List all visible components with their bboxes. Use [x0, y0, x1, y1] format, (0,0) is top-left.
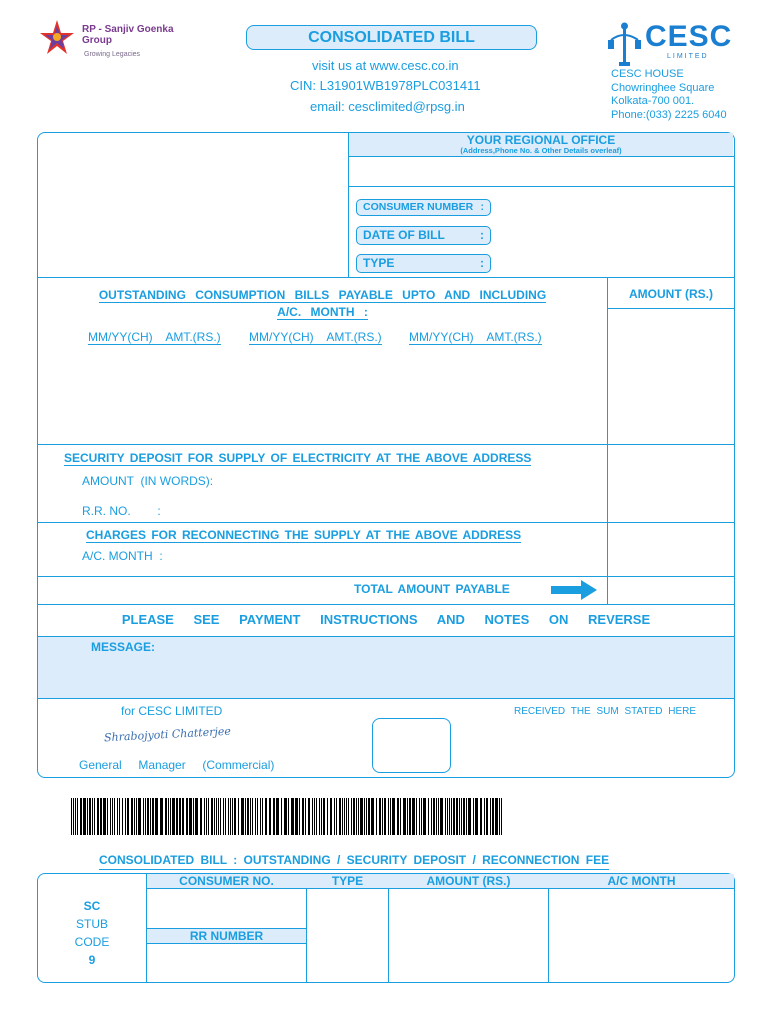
barcode-bar [273, 798, 275, 835]
stub-heading: CONSOLIDATED BILL : OUTSTANDING / SECURITY DEPOSIT / RECONNECTION FEE [99, 853, 609, 870]
divider [608, 308, 734, 309]
signatory-role: General Manager (Commercial) [79, 758, 275, 772]
message-label: MESSAGE: [91, 640, 156, 654]
barcode-bar [87, 798, 88, 835]
divider [38, 604, 734, 605]
barcode-bar [223, 798, 224, 835]
barcode-bar [371, 798, 374, 835]
barcode-bar [83, 798, 86, 835]
barcode-bar [368, 798, 370, 835]
barcode-bar [291, 798, 294, 835]
divider [146, 888, 734, 889]
divider [146, 943, 306, 944]
barcode-bar [225, 798, 226, 835]
barcode-bar [486, 798, 488, 835]
barcode-bar [376, 798, 377, 835]
barcode-bar [314, 798, 315, 835]
divider [38, 576, 734, 577]
barcode-bar [127, 798, 129, 835]
divider [548, 873, 549, 983]
regional-office-subtitle: (Address,Phone No. & Other Details overleaf) [460, 146, 622, 155]
barcode-bar [247, 798, 249, 835]
barcode-bar [407, 798, 408, 835]
barcode-bar [73, 798, 74, 835]
rr-number-label: R.R. NO. : [82, 504, 161, 518]
divider [388, 873, 389, 983]
cin-text: CIN: L31901WB1978PLC031411 [290, 78, 481, 93]
barcode-bar [334, 798, 335, 835]
outstanding-column-label: MM/YY(CH) AMT.(RS.) [249, 330, 382, 344]
barcode-bar [134, 798, 135, 835]
barcode-bar [195, 798, 198, 835]
rpsg-star-icon [38, 18, 76, 56]
barcode-bar [299, 798, 300, 835]
barcode-bar [241, 798, 244, 835]
barcode-bar [495, 798, 498, 835]
barcode-bar [353, 798, 355, 835]
stub-code [38, 897, 146, 969]
barcode-bar [71, 798, 72, 835]
barcode-bar [449, 798, 450, 835]
barcode-bar [176, 798, 178, 835]
barcode-bar [228, 798, 229, 835]
reconnect-heading: CHARGES FOR RECONNECTING THE SUPPLY AT THE ABOVE ADDRESS [86, 528, 522, 542]
barcode-bar [77, 798, 78, 835]
barcode-bar [112, 798, 113, 835]
barcode-bar [468, 798, 471, 835]
barcode-bar [260, 798, 261, 835]
amount-column-divider [607, 277, 608, 604]
barcode-bar [150, 798, 151, 835]
regional-office-title: YOUR REGIONAL OFFICE [466, 133, 616, 147]
barcode-bar [211, 798, 213, 835]
barcode-bar [453, 798, 455, 835]
barcode-bar [122, 798, 123, 835]
barcode-bar [461, 798, 462, 835]
barcode-bar [193, 798, 194, 835]
barcode-bar [400, 798, 401, 835]
barcode-bar [92, 798, 93, 835]
stub-header-amount: AMOUNT (RS.) [426, 874, 511, 888]
barcode-bar [245, 798, 246, 835]
barcode-bar [342, 798, 343, 835]
barcode-bar [155, 798, 158, 835]
for-cesc-limited: for CESC LIMITED [121, 704, 223, 718]
barcode-bar [475, 798, 478, 835]
barcode-bar [316, 798, 317, 835]
barcode-bar [440, 798, 443, 835]
regional-office-header [349, 133, 733, 156]
barcode-bar [484, 798, 485, 835]
barcode-bar [321, 798, 322, 835]
barcode-bar [346, 798, 347, 835]
barcode-bar [208, 798, 209, 835]
address-line: Kolkata-700 001. [611, 95, 695, 107]
barcode-bar [490, 798, 491, 835]
barcode-bar [366, 798, 367, 835]
divider [306, 873, 307, 983]
barcode-bar [230, 798, 231, 835]
barcode-bar [403, 798, 406, 835]
barcode-bar [319, 798, 320, 835]
date-of-bill-field: DATE OF BILL : [356, 226, 491, 245]
barcode-bar [302, 798, 304, 835]
barcode-bar [186, 798, 188, 835]
received-label: RECEIVED THE SUM STATED HERE [514, 706, 697, 717]
barcode-bar [284, 798, 287, 835]
email-text: email: cesclimited@rpsg.in [310, 99, 465, 114]
divider [38, 444, 734, 445]
barcode-bar [250, 798, 251, 835]
outstanding-column-label: MM/YY(CH) AMT.(RS.) [409, 330, 542, 344]
barcode-bar [356, 798, 357, 835]
barcode-bar [419, 798, 420, 835]
divider [349, 186, 734, 187]
barcode-bar [136, 798, 137, 835]
barcode-bar [327, 798, 328, 835]
barcode-bar [423, 798, 426, 835]
cesc-logo-sub: LIMITED [667, 53, 709, 60]
barcode-bar [189, 798, 192, 835]
stub-header-type: TYPE [331, 874, 364, 888]
barcode-bar [463, 798, 465, 835]
barcode-bar [501, 798, 502, 835]
barcode-bar [339, 798, 341, 835]
payment-instructions: PLEASE SEE PAYMENT INSTRUCTIONS AND NOTES ON REVERSE [121, 612, 651, 627]
stub-code-line: CODE [74, 935, 110, 949]
barcode-bar [392, 798, 395, 835]
barcode-bar [80, 798, 82, 835]
stub-header-consumer-no: CONSUMER NO. [179, 874, 274, 888]
address-line: Phone:(033) 2225 6040 [611, 108, 727, 121]
barcode-bar [351, 798, 352, 835]
type-field: TYPE : [356, 254, 491, 273]
barcode-bar [117, 798, 118, 835]
barcode-bar [456, 798, 458, 835]
arrow-right-icon [551, 580, 597, 600]
barcode-bar [234, 798, 236, 835]
barcode-bar [152, 798, 154, 835]
barcode-bar [103, 798, 106, 835]
barcode-bar [416, 798, 417, 835]
divider [38, 698, 734, 699]
brand-group: Group [82, 35, 112, 46]
barcode-bar [431, 798, 432, 835]
address-line: Chowringhee Square [611, 81, 715, 94]
barcode-bar [445, 798, 446, 835]
total-amount-label: TOTAL AMOUNT PAYABLE [354, 582, 510, 596]
received-stamp-box [372, 718, 451, 773]
barcode [71, 798, 504, 835]
barcode-bar [238, 798, 239, 835]
barcode-bar [125, 798, 126, 835]
barcode-bar [75, 798, 76, 835]
security-heading: SECURITY DEPOSIT FOR SUPPLY OF ELECTRICITY AT THE ABOVE ADDRESS [64, 451, 532, 465]
barcode-bar [473, 798, 474, 835]
barcode-bar [499, 798, 500, 835]
rpsg-logo [38, 18, 188, 62]
barcode-bar [466, 798, 467, 835]
brand-tagline: Growing Legacies [84, 51, 141, 58]
barcode-bar [114, 798, 115, 835]
stub-code-line: SC [83, 899, 101, 913]
barcode-bar [360, 798, 363, 835]
barcode-bar [390, 798, 391, 835]
barcode-bar [206, 798, 207, 835]
barcode-bar [336, 798, 337, 835]
stub-code-line: 9 [88, 953, 96, 967]
barcode-bar [100, 798, 102, 835]
reconnect-month: A/C. MONTH : [82, 549, 163, 563]
page-title [246, 25, 537, 50]
barcode-bar [364, 798, 365, 835]
barcode-bar [382, 798, 383, 835]
website-text: visit us at www.cesc.co.in [312, 58, 459, 73]
outstanding-heading: OUTSTANDING CONSUMPTION BILLS PAYABLE UPTO AND INCLUDING A/C. MONTH : [98, 288, 547, 319]
barcode-bar [344, 798, 345, 835]
barcode-bar [295, 798, 298, 835]
barcode-bar [252, 798, 253, 835]
barcode-bar [348, 798, 349, 835]
barcode-bar [288, 798, 289, 835]
barcode-bar [451, 798, 452, 835]
barcode-bar [447, 798, 448, 835]
barcode-bar [179, 798, 181, 835]
barcode-bar [204, 798, 205, 835]
cesc-logo-text: CESC [645, 20, 733, 53]
brand-name: RP - Sanjiv Goenka [82, 24, 174, 35]
barcode-bar [138, 798, 141, 835]
barcode-bar [165, 798, 167, 835]
barcode-bar [358, 798, 359, 835]
amount-column-header: AMOUNT (RS.) [629, 287, 713, 301]
company-address [611, 68, 727, 122]
address-line: CESC HOUSE [611, 68, 684, 80]
barcode-bar [182, 798, 184, 835]
barcode-bar [438, 798, 439, 835]
barcode-bar [200, 798, 202, 835]
barcode-bar [119, 798, 120, 835]
manager-signature: Shrabojyoti Chatterjee [103, 724, 232, 745]
barcode-bar [428, 798, 429, 835]
barcode-bar [269, 798, 271, 835]
page-title-text: CONSOLIDATED BILL [308, 29, 475, 46]
barcode-bar [216, 798, 217, 835]
barcode-bar [160, 798, 163, 835]
barcode-bar [255, 798, 256, 835]
divider [38, 277, 734, 278]
barcode-bar [305, 798, 306, 835]
barcode-bar [281, 798, 282, 835]
barcode-bar [379, 798, 381, 835]
barcode-bar [312, 798, 313, 835]
barcode-bar [323, 798, 325, 835]
barcode-bar [145, 798, 146, 835]
barcode-bar [421, 798, 422, 835]
divider [349, 156, 734, 157]
barcode-bar [170, 798, 171, 835]
barcode-bar [265, 798, 267, 835]
barcode-bar [89, 798, 91, 835]
barcode-bar [436, 798, 437, 835]
barcode-bar [143, 798, 144, 835]
barcode-bar [172, 798, 175, 835]
barcode-bar [220, 798, 221, 835]
barcode-bar [308, 798, 310, 835]
lamp-post-icon [605, 20, 645, 66]
barcode-bar [412, 798, 415, 835]
barcode-bar [397, 798, 399, 835]
stub-header-ac-month: A/C MONTH [607, 874, 676, 888]
barcode-bar [276, 798, 279, 835]
barcode-bar [459, 798, 460, 835]
barcode-bar [384, 798, 386, 835]
barcode-bar [433, 798, 435, 835]
security-amount-words: AMOUNT (IN WORDS): [82, 474, 214, 488]
barcode-bar [409, 798, 411, 835]
barcode-bar [168, 798, 169, 835]
barcode-bar [492, 798, 494, 835]
barcode-bar [232, 798, 233, 835]
barcode-bar [107, 798, 108, 835]
barcode-bar [257, 798, 258, 835]
barcode-bar [480, 798, 482, 835]
barcode-bar [94, 798, 95, 835]
barcode-bar [97, 798, 99, 835]
consumer-number-field: CONSUMER NUMBER : [356, 199, 491, 216]
divider [38, 522, 734, 523]
barcode-bar [214, 798, 215, 835]
barcode-bar [110, 798, 111, 835]
barcode-bar [131, 798, 133, 835]
barcode-bar [218, 798, 219, 835]
stub-rr-number-header: RR NUMBER [189, 929, 264, 943]
barcode-bar [147, 798, 149, 835]
stub-code-line: STUB [75, 917, 108, 931]
outstanding-column-label: MM/YY(CH) AMT.(RS.) [88, 330, 221, 344]
cesc-logo [605, 20, 733, 66]
barcode-bar [388, 798, 389, 835]
barcode-bar [330, 798, 332, 835]
barcode-bar [262, 798, 263, 835]
